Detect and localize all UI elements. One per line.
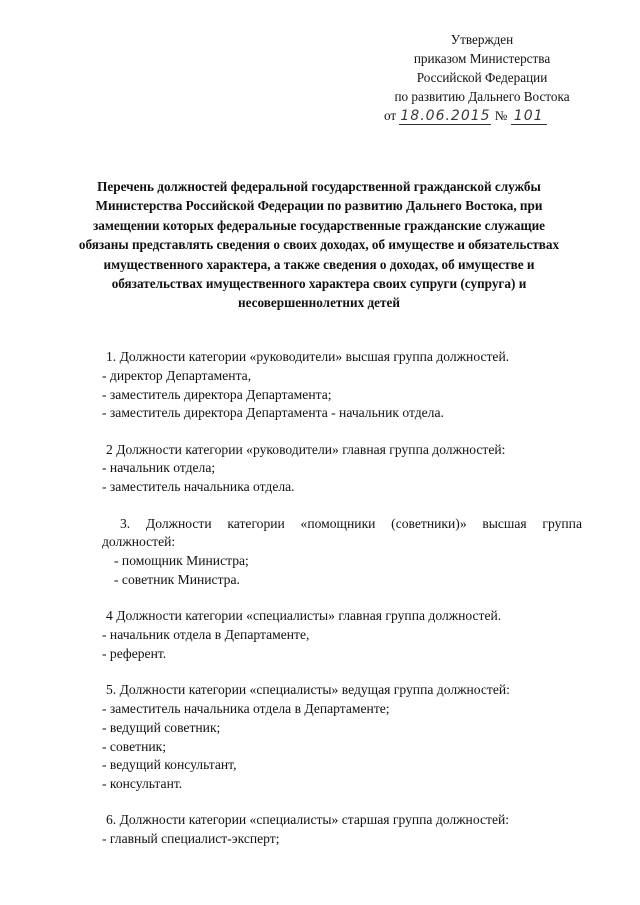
number-label: № bbox=[494, 108, 508, 123]
list-item: - советник; bbox=[102, 738, 166, 754]
section-heading: 1. Должности категории «руководители» высшая группа должностей. bbox=[106, 349, 510, 364]
section-heading bbox=[102, 515, 582, 553]
section-heading: 6. Должности категории «специалисты» старшая группа должностей: bbox=[106, 812, 510, 828]
approval-line-4: по развитию Дальнего Востока bbox=[394, 89, 570, 104]
section-1 bbox=[102, 348, 582, 423]
approval-line-2: приказом Министерства bbox=[413, 51, 551, 66]
list-item: - директор Департамента, bbox=[102, 367, 252, 383]
section-2 bbox=[102, 441, 582, 497]
handwritten-date: 18.06.2015 bbox=[400, 108, 491, 124]
list-item: - референт. bbox=[102, 645, 167, 661]
section-4 bbox=[102, 607, 582, 663]
list-item: - заместитель директора Департамента - начальник отдела. bbox=[102, 405, 444, 421]
list-item: - главный специалист-эксперт; bbox=[102, 831, 280, 847]
section-3 bbox=[102, 515, 582, 590]
list-item: - помощник Министра; bbox=[114, 553, 249, 569]
approval-date-line bbox=[372, 106, 592, 125]
from-label: от bbox=[384, 108, 397, 123]
approval-block bbox=[372, 30, 592, 125]
approval-line-3: Российской Федерации bbox=[416, 70, 548, 85]
positions-list bbox=[102, 348, 582, 867]
list-item: - заместитель начальника отдела. bbox=[102, 479, 295, 495]
list-item: - начальник отдела; bbox=[102, 460, 216, 476]
handwritten-number: 101 bbox=[511, 109, 547, 125]
list-item: - заместитель начальника отдела в Департаменте; bbox=[102, 700, 390, 716]
section-heading: 4 Должности категории «специалисты» главная группа должностей. bbox=[106, 608, 502, 624]
list-item: - ведущий советник; bbox=[102, 719, 221, 735]
section-heading: 2 Должности категории «руководители» главная группа должностей: bbox=[106, 441, 506, 457]
document-title: Перечень должностей федеральной государственной гражданской службы Министерства Российской Федерации по развитию Дальнего Востока, при замещении которых федеральные государственные гражданские служащие обязаны представлять сведения о своих доходах, об имуществе и обязательствах имущественного характера, а также сведения о доходах, об имуществе и обязательствах имущественного характера своих супруги (супруга) и несовершеннолетних детей bbox=[78, 179, 560, 311]
approval-line-1: Утвержден bbox=[450, 32, 514, 47]
section-5 bbox=[102, 681, 582, 794]
section-heading-line-1: 3. Должности категории «помощники (советники)» высшая группа bbox=[120, 515, 582, 531]
section-heading-line-2: должностей: bbox=[102, 534, 176, 550]
list-item: - консультант. bbox=[102, 776, 183, 792]
section-heading: 5. Должности категории «специалисты» ведущая группа должностей: bbox=[106, 682, 510, 698]
section-6 bbox=[102, 811, 582, 849]
list-item: - заместитель директора Департамента; bbox=[102, 386, 332, 402]
list-item: - ведущий консультант, bbox=[102, 757, 237, 773]
list-item: - советник Министра. bbox=[114, 571, 240, 587]
list-item: - начальник отдела в Департаменте, bbox=[102, 627, 310, 643]
